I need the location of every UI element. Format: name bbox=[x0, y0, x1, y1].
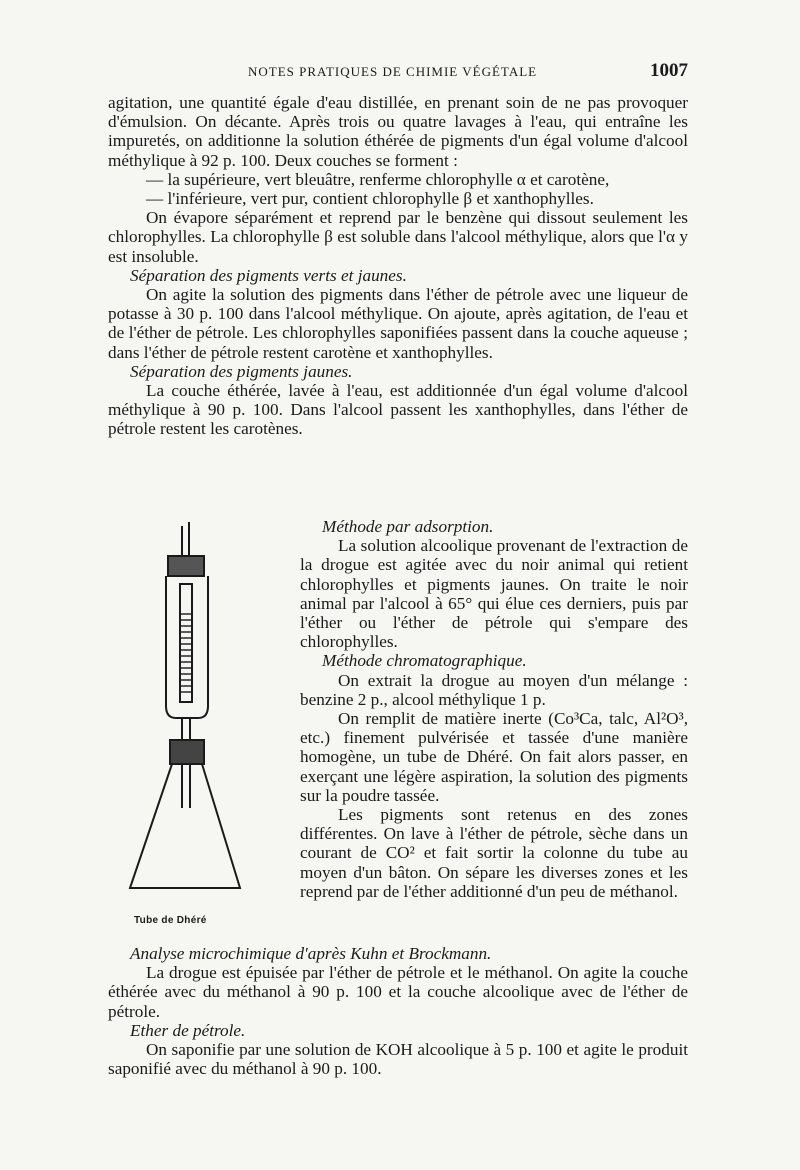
section-heading: Séparation des pigments verts et jaunes. bbox=[130, 265, 407, 285]
page-number: 1007 bbox=[650, 60, 688, 81]
running-header bbox=[108, 62, 688, 84]
paragraph: La couche éthérée, lavée à l'eau, est additionnée d'un égal volume d'alcool méthylique à 90 p. 100. Dans l'alcool passent les xanthophylles, dans l'éther de pétrole restent les carotènes. bbox=[108, 381, 688, 439]
list-item: — l'inférieure, vert pur, contient chlorophylle β et xanthophylles. bbox=[146, 189, 594, 209]
text-block-bottom bbox=[108, 944, 688, 1078]
paragraph: La drogue est épuisée par l'éther de pétrole et le méthanol. On agite la couche éthérée avec du méthanol à 90 p. 100 et la couche alcoolique avec de l'éther de pétrole. bbox=[108, 963, 688, 1021]
text-block-side bbox=[300, 517, 688, 901]
section-heading: Méthode chromatographique. bbox=[322, 651, 527, 671]
section-heading: Séparation des pigments jaunes. bbox=[130, 361, 353, 381]
paragraph: On extrait la drogue au moyen d'un mélange : benzine 2 p., alcool méthylique 1 p. bbox=[300, 670, 688, 709]
text-block-top bbox=[108, 93, 688, 439]
list-item: — la supérieure, vert bleuâtre, renferme chlorophylle α et carotène, bbox=[146, 169, 610, 189]
dhere-tube-illustration bbox=[110, 518, 290, 918]
paragraph: Les pigments sont retenus en des zones différentes. On lave à l'éther de pétrole, sèche dans un courant de CO² et fait sortir la colonne du tube au moyen d'un bâton. On sépare les diverses zones et les reprend par de l'éther additionné d'un peu de méthanol. bbox=[300, 805, 688, 901]
paragraph: On saponifie par une solution de KOH alcoolique à 5 p. 100 et agite le produit saponifié avec du méthanol à 90 p. 100. bbox=[108, 1040, 688, 1079]
paragraph: agitation, une quantité égale d'eau distillée, en prenant soin de ne pas provoquer d'émulsion. On décante. Après trois ou quatre lavages à l'eau, qui entraîne les impuretés, on additionne la solution éthérée de pigments d'un égal volume d'alcool méthylique à 92 p. 100. Deux couches se forment : bbox=[108, 93, 688, 170]
section-heading: Méthode par adsorption. bbox=[322, 517, 494, 536]
section-heading: Analyse microchimique d'après Kuhn et Brockmann. bbox=[130, 944, 492, 963]
running-title: NOTES PRATIQUES DE CHIMIE VÉGÉTALE bbox=[248, 64, 538, 79]
paragraph: On évapore séparément et reprend par le benzène qui dissout seulement les chlorophylles. La chlorophylle β est soluble dans l'alcool méthylique, alors que l'α y est insoluble. bbox=[108, 208, 688, 266]
paragraph: On remplit de matière inerte (Co³Ca, talc, Al²O³, etc.) finement pulvérisée et tassée d'une manière homogène, un tube de Dhéré. On fait alors passer, en exerçant une légère aspiration, la solution des pigments sur la poudre tassée. bbox=[300, 709, 688, 805]
figure-caption: Tube de Dhéré bbox=[134, 915, 207, 926]
section-heading: Ether de pétrole. bbox=[130, 1020, 246, 1040]
dhere-tube-figure bbox=[110, 518, 290, 938]
paragraph: La solution alcoolique provenant de l'extraction de la drogue est agitée avec du noir animal qui retient chlorophylles et pigments jaunes. On traite le noir animal par l'alcool à 65° qui élue ces derniers, puis par l'éther ou l'éther de pétrole qui s'empare des chlorophylles. bbox=[300, 536, 688, 652]
paragraph: On agite la solution des pigments dans l'éther de pétrole avec une liqueur de potasse à 30 p. 100 dans l'alcool méthylique. On ajoute, après agitation, de l'eau et de l'éther de pétrole. Les chlorophylles saponifiées passent dans la couche aqueuse ; dans l'éther de pétrole restent carotène et xanthophylles. bbox=[108, 285, 688, 362]
